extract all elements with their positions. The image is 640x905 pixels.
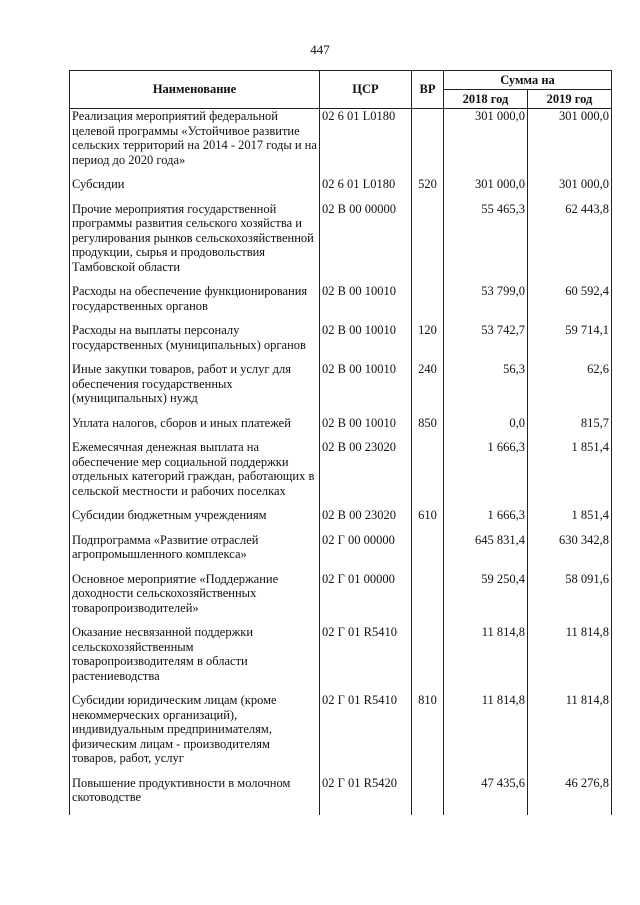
row-sum-2019: 62 443,8 bbox=[528, 202, 612, 285]
row-sum-2019: 630 342,8 bbox=[528, 533, 612, 572]
row-csr: 02 Г 00 00000 bbox=[320, 533, 412, 572]
header-vr: ВР bbox=[412, 71, 444, 109]
row-sum-2018: 301 000,0 bbox=[444, 109, 528, 178]
table-row bbox=[70, 533, 612, 572]
page-number: 447 bbox=[310, 42, 330, 57]
table-row bbox=[70, 416, 612, 441]
row-sum-2019: 46 276,8 bbox=[528, 776, 612, 815]
row-vr bbox=[412, 202, 444, 285]
row-name: Реализация мероприятий федеральной целевой программы «Устойчивое развитие сельских территорий на 2014 - 2017 годы и на период до 2020 года» bbox=[70, 109, 320, 178]
table-row bbox=[70, 693, 612, 776]
row-name: Субсидии бюджетным учреждениям bbox=[70, 508, 320, 533]
row-sum-2018: 56,3 bbox=[444, 362, 528, 416]
header-csr: ЦСР bbox=[320, 71, 412, 109]
row-sum-2019: 301 000,0 bbox=[528, 177, 612, 202]
row-csr: 02 В 00 10010 bbox=[320, 416, 412, 441]
row-vr: 240 bbox=[412, 362, 444, 416]
row-vr: 610 bbox=[412, 508, 444, 533]
row-name: Подпрограмма «Развитие отраслей агропромышленного комплекса» bbox=[70, 533, 320, 572]
budget-table bbox=[69, 70, 612, 815]
row-vr bbox=[412, 625, 444, 693]
row-vr bbox=[412, 533, 444, 572]
row-name: Повышение продуктивности в молочном скотоводстве bbox=[70, 776, 320, 815]
row-csr: 02 6 01 L0180 bbox=[320, 177, 412, 202]
table-row bbox=[70, 625, 612, 693]
row-sum-2018: 301 000,0 bbox=[444, 177, 528, 202]
row-name: Расходы на обеспечение функционирования государственных органов bbox=[70, 284, 320, 323]
row-sum-2018: 47 435,6 bbox=[444, 776, 528, 815]
table-body bbox=[70, 109, 612, 815]
row-sum-2018: 0,0 bbox=[444, 416, 528, 441]
row-name: Расходы на выплаты персоналу государственных (муниципальных) органов bbox=[70, 323, 320, 362]
row-sum-2018: 1 666,3 bbox=[444, 508, 528, 533]
row-vr bbox=[412, 109, 444, 178]
row-sum-2018: 1 666,3 bbox=[444, 440, 528, 508]
row-csr: 02 В 00 23020 bbox=[320, 508, 412, 533]
row-csr: 02 В 00 10010 bbox=[320, 362, 412, 416]
row-sum-2019: 62,6 bbox=[528, 362, 612, 416]
row-sum-2019: 60 592,4 bbox=[528, 284, 612, 323]
row-sum-2018: 53 742,7 bbox=[444, 323, 528, 362]
row-sum-2019: 1 851,4 bbox=[528, 440, 612, 508]
header-name: Наименование bbox=[70, 71, 320, 109]
table-row bbox=[70, 284, 612, 323]
table-row bbox=[70, 323, 612, 362]
row-name: Прочие мероприятия государственной программы развития сельского хозяйства и регулирования рынков сельскохозяйственной продукции, сырья и продовольствия Тамбовской области bbox=[70, 202, 320, 285]
row-vr bbox=[412, 440, 444, 508]
row-vr: 520 bbox=[412, 177, 444, 202]
row-name: Субсидии юридическим лицам (кроме некоммерческих организаций), индивидуальным предпринимателям, физическим лицам - производителям товаров, работ, услуг bbox=[70, 693, 320, 776]
row-sum-2019: 11 814,8 bbox=[528, 693, 612, 776]
row-sum-2018: 645 831,4 bbox=[444, 533, 528, 572]
row-csr: 02 В 00 23020 bbox=[320, 440, 412, 508]
row-sum-2018: 59 250,4 bbox=[444, 572, 528, 626]
row-vr bbox=[412, 776, 444, 815]
header-year-2018: 2018 год bbox=[444, 90, 528, 109]
row-vr bbox=[412, 572, 444, 626]
row-sum-2019: 11 814,8 bbox=[528, 625, 612, 693]
row-name: Ежемесячная денежная выплата на обеспечение мер социальной поддержки отдельных категорий граждан, работающих в сельской местности и рабочих поселках bbox=[70, 440, 320, 508]
table-row bbox=[70, 177, 612, 202]
row-name: Иные закупки товаров, работ и услуг для обеспечения государственных (муниципальных) нужд bbox=[70, 362, 320, 416]
row-csr: 02 Г 01 R5410 bbox=[320, 693, 412, 776]
table-row bbox=[70, 508, 612, 533]
row-sum-2018: 55 465,3 bbox=[444, 202, 528, 285]
row-vr: 120 bbox=[412, 323, 444, 362]
row-csr: 02 В 00 00000 bbox=[320, 202, 412, 285]
row-sum-2018: 11 814,8 bbox=[444, 693, 528, 776]
row-csr: 02 Г 01 R5420 bbox=[320, 776, 412, 815]
row-name: Субсидии bbox=[70, 177, 320, 202]
row-name: Уплата налогов, сборов и иных платежей bbox=[70, 416, 320, 441]
row-sum-2018: 53 799,0 bbox=[444, 284, 528, 323]
row-name: Оказание несвязанной поддержки сельскохозяйственным товаропроизводителям в области растениеводства bbox=[70, 625, 320, 693]
row-csr: 02 6 01 L0180 bbox=[320, 109, 412, 178]
table-row bbox=[70, 572, 612, 626]
row-csr: 02 Г 01 R5410 bbox=[320, 625, 412, 693]
row-csr: 02 В 00 10010 bbox=[320, 323, 412, 362]
table-row bbox=[70, 362, 612, 416]
row-sum-2018: 11 814,8 bbox=[444, 625, 528, 693]
row-vr: 850 bbox=[412, 416, 444, 441]
row-csr: 02 В 00 10010 bbox=[320, 284, 412, 323]
table-row bbox=[70, 776, 612, 815]
row-sum-2019: 301 000,0 bbox=[528, 109, 612, 178]
row-sum-2019: 815,7 bbox=[528, 416, 612, 441]
table-row bbox=[70, 202, 612, 285]
table-row bbox=[70, 109, 612, 178]
table-header bbox=[70, 71, 612, 109]
row-vr: 810 bbox=[412, 693, 444, 776]
row-sum-2019: 59 714,1 bbox=[528, 323, 612, 362]
row-vr bbox=[412, 284, 444, 323]
row-name: Основное мероприятие «Поддержание доходности сельскохозяйственных товаропроизводителей» bbox=[70, 572, 320, 626]
row-sum-2019: 58 091,6 bbox=[528, 572, 612, 626]
row-csr: 02 Г 01 00000 bbox=[320, 572, 412, 626]
table-row bbox=[70, 440, 612, 508]
header-sum: Сумма на bbox=[444, 71, 612, 90]
row-sum-2019: 1 851,4 bbox=[528, 508, 612, 533]
header-year-2019: 2019 год bbox=[528, 90, 612, 109]
